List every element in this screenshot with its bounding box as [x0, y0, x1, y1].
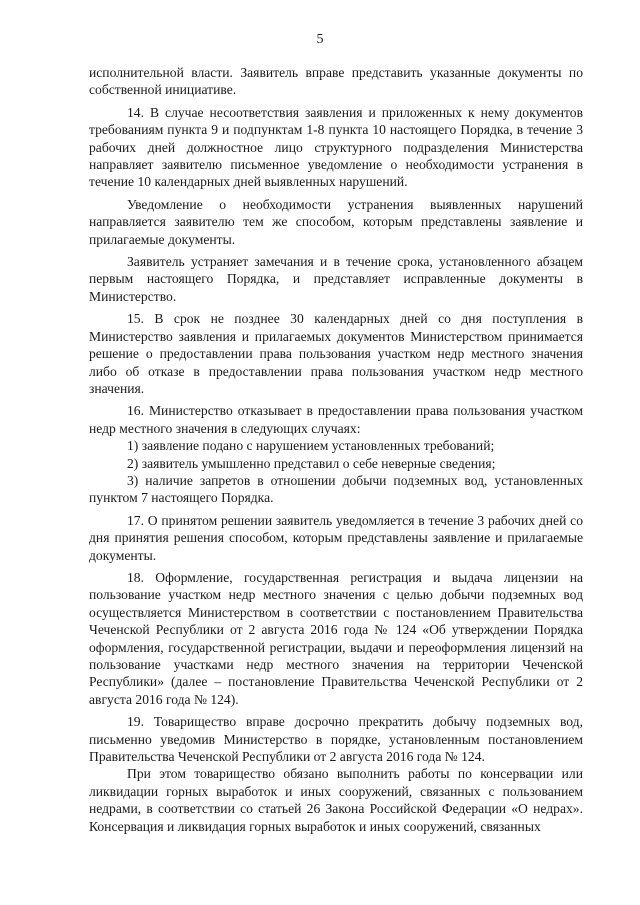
document-body: [89, 64, 583, 835]
paragraph-19-obligations: При этом товарищество обязано выполнить работы по консервации или ликвидации горных выработок и иных сооружений, связанных с пользованием недрами, в соответствии со статьей 26 Закона Российской Федерации «О недрах». Консервация и ликвидация горных выработок и иных сооружений, связанных: [89, 766, 583, 834]
page-number: 5: [316, 32, 324, 47]
paragraph-17: 17. О принятом решении заявитель уведомляется в течение 3 рабочих дней со дня принятия решения способом, которым представлены заявление и прилагаемые документы.: [89, 512, 583, 563]
paragraph-15: 15. В срок не позднее 30 календарных дней со дня поступления в Министерство заявления и прилагаемых документов Министерством принимается решение о предоставлении права пользования участком недр местного значения либо об отказе в предоставлении права пользования участком недр местного значения.: [89, 311, 583, 396]
paragraph-14-notice: Уведомление о необходимости устранения выявленных нарушений направляется заявителю тем же способом, которым представлены заявление и прилагаемые документы.: [89, 196, 583, 247]
paragraph-14: 14. В случае несоответствия заявления и приложенных к нему документов требованиям пункта 9 и подпунктам 1-8 пункта 10 настоящего Порядка, в течение 3 рабочих дней должностное лицо структурного подразделения Министерства направляет заявителю письменное уведомление о необходимости устранения в течение 10 календарных дней выявленных нарушений.: [89, 104, 583, 190]
paragraph-16: 16. Министерство отказывает в предоставлении права пользования участком недр местного значения в следующих случаях:: [89, 403, 583, 436]
paragraph-18: 18. Оформление, государственная регистрация и выдача лицензии на пользование участком недр местного значения с целью добычи подземных вод осуществляется Министерством в соответствии с постановлением Правительства Чеченской Республики от 2 августа 2016 года № 124 «Об утверждении Порядка оформления, государственной регистрации, выдачи и переоформления лицензий на пользование участками недр местного значения на территории Чеченской Республики» (далее – постановление Правительства Чеченской Республики от 2 августа 2016 года № 124).: [89, 569, 583, 707]
paragraph-16-item-1: 1) заявление подано с нарушением установленных требований;: [127, 438, 495, 454]
paragraph-19: 19. Товарищество вправе досрочно прекратить добычу подземных вод, письменно уведомив Министерство в порядке, установленным постановлением Правительства Чеченской Республики от 2 августа 2016 года № 124.: [89, 714, 583, 765]
paragraph-16-item-3: 3) наличие запретов в отношении добычи подземных вод, установленных пунктом 7 настоящего Порядка.: [89, 472, 583, 506]
paragraph-continuation: исполнительной власти. Заявитель вправе представить указанные документы по собственной инициативе.: [89, 65, 583, 98]
paragraph-14-correction: Заявитель устраняет замечания и в течение срока, установленного абзацем первым настоящего Порядка, и представляет исправленные документы в Министерство.: [89, 254, 583, 304]
paragraph-16-item-2: 2) заявитель умышленно представил о себе неверные сведения;: [127, 455, 496, 471]
